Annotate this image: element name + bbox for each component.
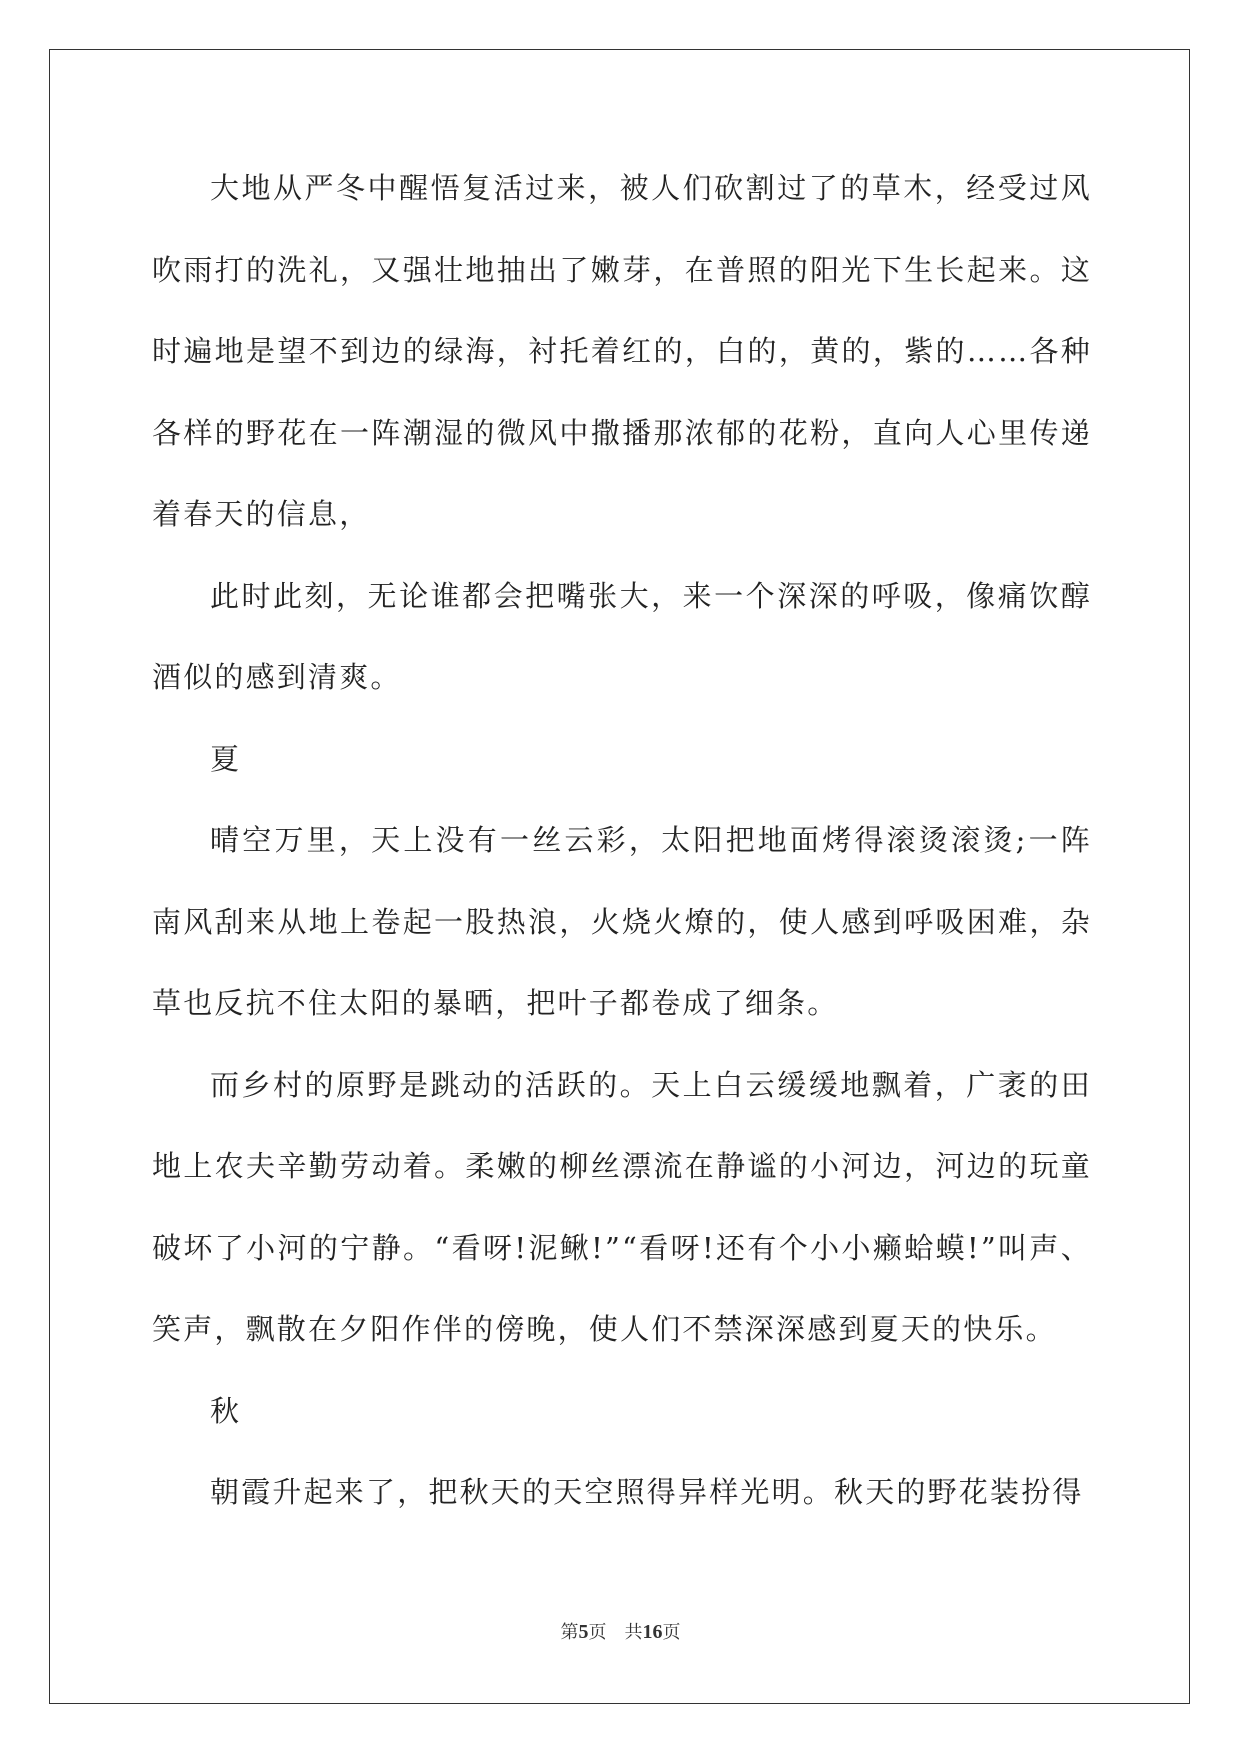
paragraph-summer-village: 而乡村的原野是跳动的活跃的。天上白云缓缓地飘着，广袤的田地上农夫辛勤劳动着。柔嫩的柳丝漂流在静谧的小河边，河边的玩童破坏了小河的宁静。“看呀!泥鳅!”“看呀!还有个小小癞蛤蟆!”叫声、笑声，飘散在夕阳作伴的傍晚，使人们不禁深深感到夏天的快乐。 bbox=[152, 1067, 1092, 1346]
footer-prefix: 第 bbox=[560, 1622, 579, 1643]
paragraph-spring-breath: 此时此刻，无论谁都会把嘴张大，来一个深深的呼吸，像痛饮醇酒似的感到清爽。 bbox=[152, 578, 1092, 694]
page-footer bbox=[0, 1618, 1241, 1644]
document-body bbox=[152, 148, 1092, 1534]
footer-page-number: 5 bbox=[578, 1621, 589, 1643]
footer-suffix: 页 bbox=[662, 1622, 681, 1643]
footer-middle: 页 共 bbox=[588, 1622, 643, 1643]
section-heading-summer: 夏 bbox=[210, 741, 242, 776]
paragraph-autumn-morning: 朝霞升起来了，把秋天的天空照得异样光明。秋天的野花装扮得 bbox=[210, 1475, 1084, 1509]
paragraph-spring-scene: 大地从严冬中醒悟复活过来，被人们砍割过了的草木，经受过风吹雨打的洗礼，又强壮地抽出了嫩芽，在普照的阳光下生长起来。这时遍地是望不到边的绿海，衬托着红的，白的，黄的，紫的……各种各样的野花在一阵潮湿的微风中撒播那浓郁的花粉，直向人心里传递着春天的信息， bbox=[152, 171, 1092, 531]
footer-total-pages: 16 bbox=[642, 1621, 663, 1643]
paragraph-summer-heat: 晴空万里，天上没有一丝云彩，太阳把地面烤得滚烫滚烫;一阵南风刮来从地上卷起一股热浪，火烧火燎的，使人感到呼吸困难，杂草也反抗不住太阳的暴晒，把叶子都卷成了细条。 bbox=[152, 823, 1092, 1020]
section-heading-autumn: 秋 bbox=[210, 1393, 242, 1428]
